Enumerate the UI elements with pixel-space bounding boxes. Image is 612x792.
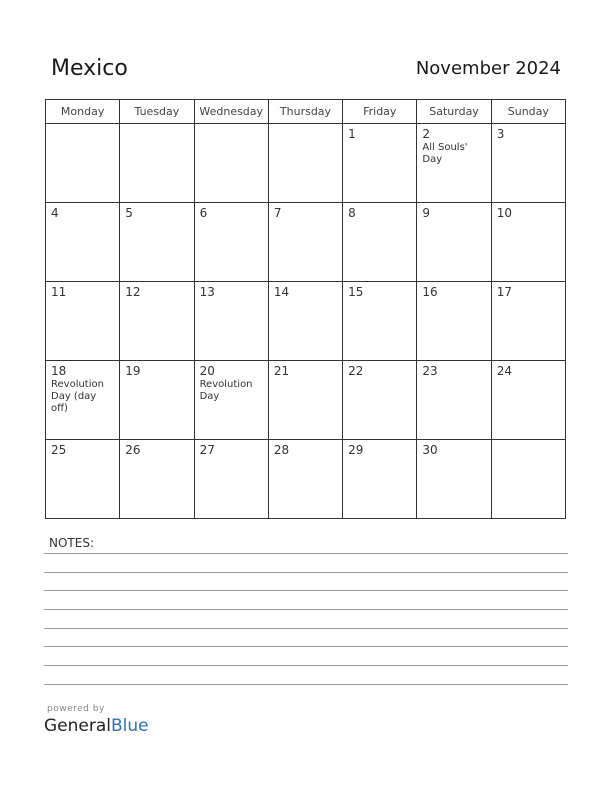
day-number: 5 xyxy=(125,206,133,220)
day-cell xyxy=(417,361,491,440)
day-cell xyxy=(194,124,268,203)
day-cell xyxy=(194,203,268,282)
notes-label: NOTES: xyxy=(49,536,94,550)
day-number: 17 xyxy=(496,285,512,299)
day-number: 16 xyxy=(422,285,438,299)
day-number: 12 xyxy=(125,285,141,299)
day-number: 29 xyxy=(348,443,364,457)
week-row xyxy=(46,203,566,282)
note-line xyxy=(44,609,568,610)
day-number: 14 xyxy=(273,285,290,299)
day-cell xyxy=(343,282,417,361)
day-cell xyxy=(194,361,268,440)
weekday-saturday: Saturday xyxy=(417,100,491,124)
day-cell xyxy=(120,361,194,440)
day-cell xyxy=(268,124,342,203)
day-cell xyxy=(268,203,342,282)
weekday-header-row xyxy=(46,100,566,124)
week-row xyxy=(46,124,566,203)
note-line xyxy=(44,572,568,573)
day-cell xyxy=(343,361,417,440)
day-number: 28 xyxy=(273,443,290,457)
day-number: 21 xyxy=(273,364,290,378)
day-number: 8 xyxy=(348,206,356,220)
day-cell xyxy=(343,203,417,282)
note-line xyxy=(44,590,568,591)
day-cell xyxy=(417,124,491,203)
weekday-monday: Monday xyxy=(46,100,120,124)
day-number: 23 xyxy=(422,364,438,378)
day-number: 11 xyxy=(51,285,67,299)
day-number: 13 xyxy=(199,285,215,299)
powered-by-label: powered by xyxy=(47,704,105,714)
day-number: 19 xyxy=(125,364,141,378)
week-row xyxy=(46,361,566,440)
day-cell xyxy=(268,440,342,519)
day-number: 6 xyxy=(199,206,208,220)
day-cell xyxy=(120,203,194,282)
day-number: 4 xyxy=(51,206,59,220)
weekday-tuesday: Tuesday xyxy=(120,100,194,124)
weekday-friday: Friday xyxy=(343,100,417,124)
day-number: 2 xyxy=(422,127,431,141)
week-row xyxy=(46,282,566,361)
note-line xyxy=(44,646,568,647)
day-number: 3 xyxy=(496,127,505,141)
holiday-label: Revolution Day xyxy=(199,379,253,402)
holiday-label: All Souls' Day xyxy=(422,142,468,165)
day-cell xyxy=(268,282,342,361)
day-cell xyxy=(46,440,120,519)
note-line xyxy=(44,684,568,685)
day-number: 22 xyxy=(348,364,364,378)
weekday-wednesday: Wednesday xyxy=(194,100,268,124)
day-cell xyxy=(491,282,565,361)
month-title: November 2024 xyxy=(415,58,561,79)
day-cell xyxy=(417,440,491,519)
day-cell xyxy=(491,203,565,282)
day-cell xyxy=(120,282,194,361)
day-cell xyxy=(46,203,120,282)
day-cell xyxy=(268,361,342,440)
day-cell xyxy=(491,361,565,440)
day-number: 24 xyxy=(496,364,512,378)
day-cell xyxy=(194,440,268,519)
day-number: 15 xyxy=(348,285,364,299)
day-number: 25 xyxy=(51,443,67,457)
calendar-grid xyxy=(45,99,566,519)
day-cell xyxy=(417,203,491,282)
day-number: 9 xyxy=(422,206,431,220)
day-cell xyxy=(120,124,194,203)
day-cell xyxy=(417,282,491,361)
day-cell xyxy=(491,440,565,519)
brand-part-blue: Blue xyxy=(111,716,149,736)
day-number: 7 xyxy=(273,206,282,220)
generalblue-logo xyxy=(44,716,149,736)
note-line xyxy=(44,628,568,629)
holiday-label: Revolution Day (day off) xyxy=(51,379,104,414)
day-number: 1 xyxy=(348,127,356,141)
day-cell xyxy=(343,440,417,519)
note-line xyxy=(44,665,568,666)
day-number: 27 xyxy=(199,443,215,457)
day-cell xyxy=(491,124,565,203)
day-number: 26 xyxy=(125,443,141,457)
day-cell xyxy=(120,440,194,519)
day-number: 18 xyxy=(51,364,67,378)
note-line xyxy=(44,553,568,554)
day-cell xyxy=(46,361,120,440)
country-title: Mexico xyxy=(51,56,128,81)
week-row xyxy=(46,440,566,519)
day-number: 10 xyxy=(496,206,512,220)
day-number: 20 xyxy=(199,364,215,378)
brand-part-general: General xyxy=(44,716,111,736)
day-number: 30 xyxy=(422,443,438,457)
day-cell xyxy=(194,282,268,361)
weekday-sunday: Sunday xyxy=(491,100,565,124)
day-cell xyxy=(46,282,120,361)
day-cell xyxy=(343,124,417,203)
day-cell xyxy=(46,124,120,203)
weekday-thursday: Thursday xyxy=(268,100,342,124)
